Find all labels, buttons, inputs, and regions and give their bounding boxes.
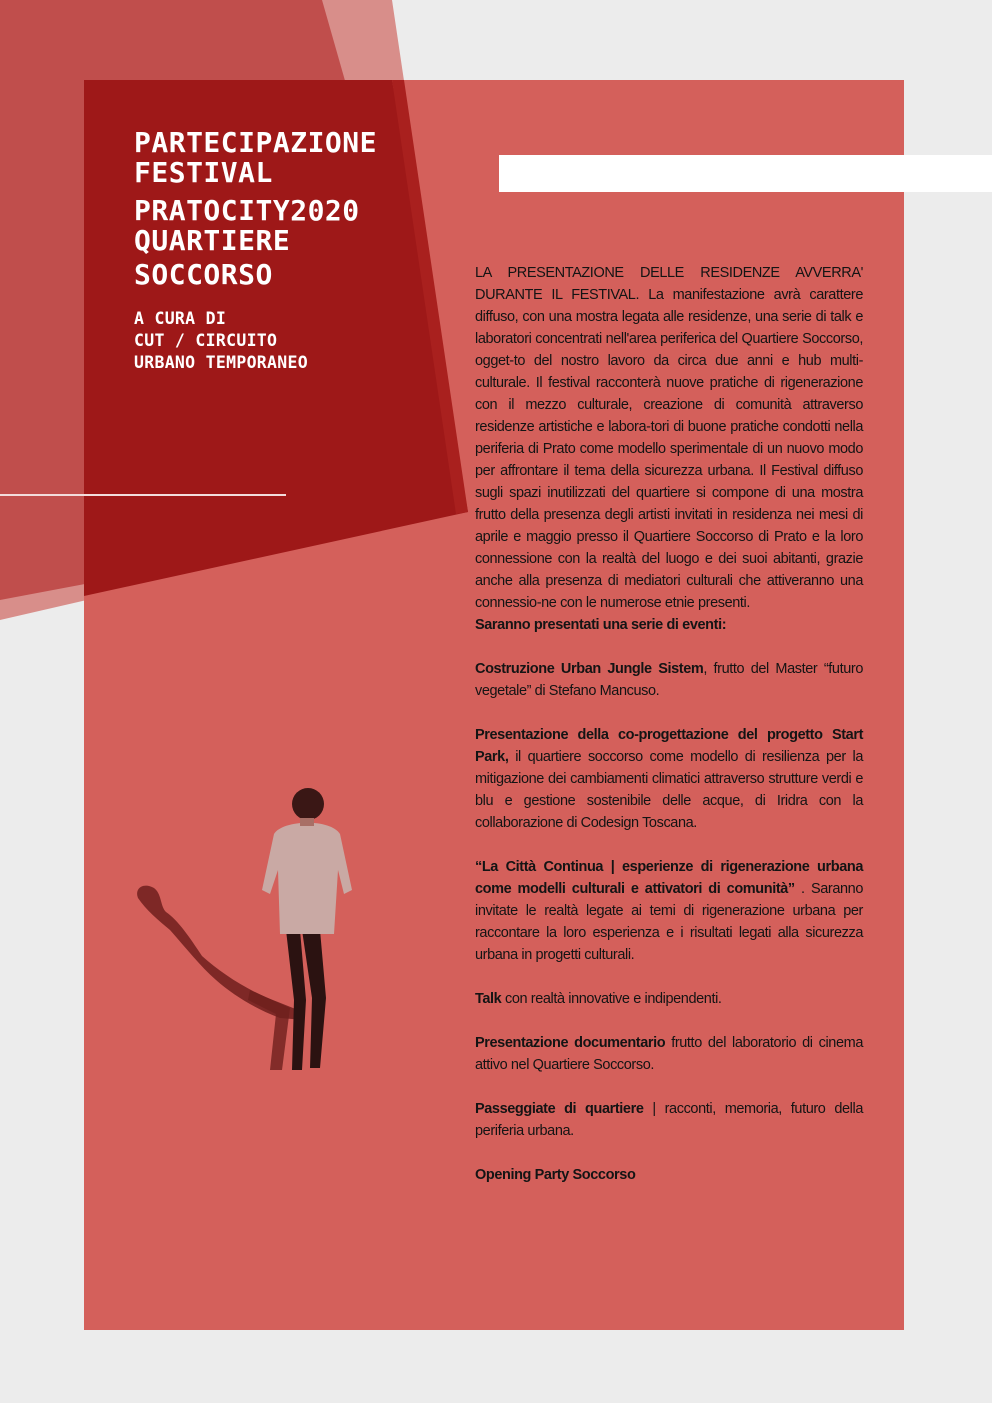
title-line: PARTECIPAZIONE [134, 126, 378, 159]
body-text [475, 262, 863, 1208]
title-block [134, 128, 474, 374]
event-paragraph: Presentazione documentario frutto del laboratorio di cinema attivo nel Quartiere Soccorso. [475, 1035, 863, 1073]
intro-paragraph: LA PRESENTAZIONE DELLE RESIDENZE AVVERRA' DURANTE IL FESTIVAL. La manifestazione avrà carattere diffuso, con una mostra legata alle residenze, una serie di talk e laboratori concentrati nell'area periferica del Quartiere Soccorso, ogget-to del nostro lavoro da circa due anni e hub multi-culturale. Il festival racconterà nuove pratiche di rigenerazione con il mezzo culturale, creazione di comunità attraverso residenze artistiche e labora-tori di buone pratiche condotti nella periferia di Prato come modello sperimentale di un nuovo modo per affrontare il tema della sicurezza urbana. Il Festival diffuso sugli spazi inutilizzati del quartiere si compone di una mostra frutto della presenza degli artisti invitati in residenza nei mesi di aprile e maggio presso il Quartiere Soccorso di Prato e la loro connessione con la realtà del luogo e dei suoi abitanti, grazie anche alla presenza di mediatori culturali che attiveranno una connessio-ne con le numerose etnie presenti. [475, 265, 863, 611]
subtitle [134, 308, 474, 374]
person-legs [286, 930, 306, 1070]
person-head [292, 788, 324, 820]
subtitle-line: CUT / CIRCUITO [134, 331, 278, 350]
subtitle-line: URBANO TEMPORANEO [134, 353, 308, 372]
intro-bold: Saranno presentati una serie di eventi: [475, 617, 727, 633]
white-accent-bar [499, 155, 992, 192]
event-paragraph: Opening Party Soccorso [475, 1167, 636, 1183]
event-paragraph: Presentazione della co-progettazione del progetto Start Park, il quartiere soccorso come modello di resilienza per la mitigazione dei cambiamenti climatici attraverso strutture verdi e blu e gestione sostenibile delle acque, di Iridra con la collaborazione di Codesign Toscana. [475, 727, 863, 831]
title-line: SOCCORSO [134, 258, 273, 291]
event-paragraph: Passeggiate di quartiere | racconti, memoria, futuro della periferia urbana. [475, 1101, 863, 1139]
event-paragraph: “La Città Continua | esperienze di rigenerazione urbana come modelli culturali e attivatori di comunità” . Saranno invitate le realtà legate ai temi di rigenerazione urbana per raccontare la loro esperienza e i risultati legati alla sicurezza urbana in progetti culturali. [475, 859, 863, 963]
person-torso [262, 823, 352, 934]
horizontal-rule [0, 494, 286, 496]
event-paragraph: Costruzione Urban Jungle Sistem, frutto del Master “futuro vegetale” di Stefano Mancuso. [475, 661, 863, 699]
title-line: QUARTIERE [134, 224, 291, 257]
title-line: FESTIVAL [134, 156, 273, 189]
event-paragraph: Talk con realtà innovative e indipendenti. [475, 991, 722, 1007]
subtitle-line: A CURA DI [134, 309, 227, 328]
walking-person-illustration [130, 770, 370, 1080]
title-line: PRATOCITY2020 [134, 194, 360, 227]
person-shadow [137, 886, 304, 1020]
